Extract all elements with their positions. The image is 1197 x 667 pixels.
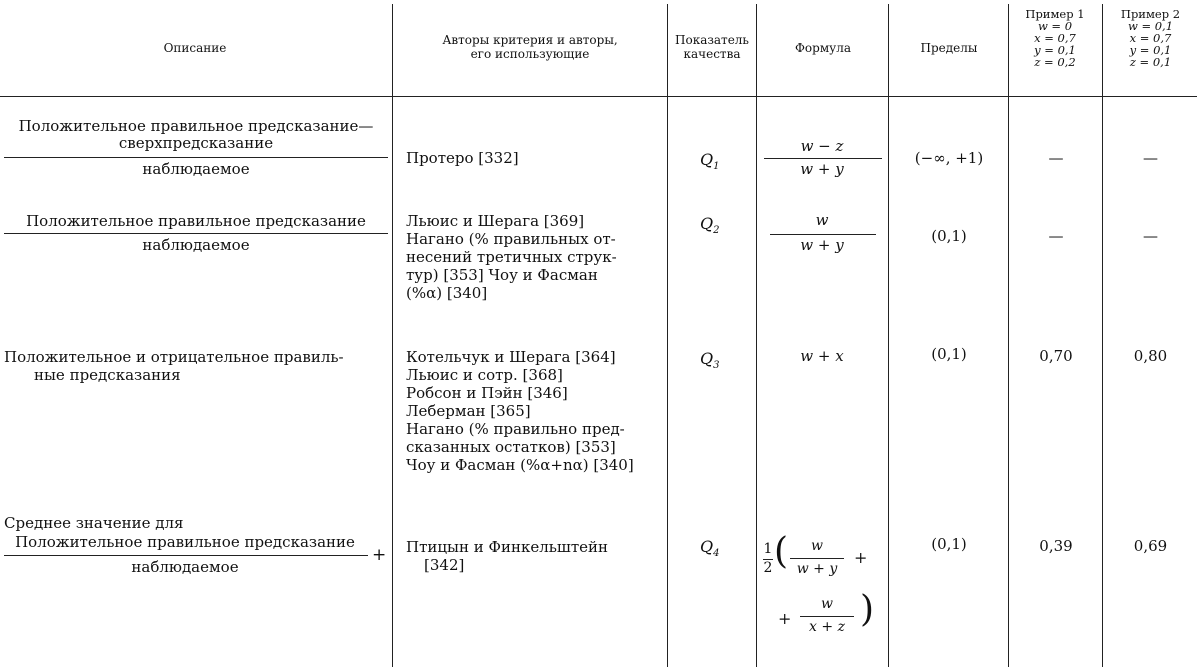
- row1-formula-numerator: w − z: [800, 137, 844, 155]
- row1-example1: —: [1048, 149, 1064, 167]
- row3-example2: 0,80: [1133, 347, 1168, 365]
- header-rule: [0, 96, 1197, 97]
- row1-formula-line: [764, 158, 882, 159]
- row4-authors: Птицын и Финкельштейн [342]: [406, 538, 609, 574]
- row4-example1: 0,39: [1039, 537, 1073, 555]
- row4-frac-b-denominator: x + z: [809, 619, 845, 635]
- column-divider: [888, 4, 889, 667]
- header-limits: Пределы: [920, 41, 978, 55]
- row4-example2: 0,69: [1133, 537, 1168, 555]
- row4-limits: (0,1): [931, 535, 967, 553]
- row1-desc-numerator: Положительное правильное предсказание— сверхпредсказание: [18, 117, 374, 153]
- row1-desc-fraction-line: [4, 157, 388, 158]
- header-description: Описание: [163, 41, 227, 55]
- row2-limits: (0,1): [931, 227, 967, 245]
- column-divider: [667, 4, 668, 667]
- row4-frac-b-numerator: w: [821, 596, 833, 612]
- row2-example2: —: [1143, 227, 1158, 245]
- row4-frac-a-denominator: w + y: [796, 561, 838, 577]
- row1-desc-denominator: наблюдаемое: [142, 160, 250, 178]
- row4-half-denominator: 2: [763, 560, 773, 576]
- row1-authors: Протеро [332]: [406, 149, 519, 167]
- row3-example1: 0,70: [1039, 347, 1073, 365]
- row1-index: $Q_1$: [700, 150, 720, 173]
- row2-desc-denominator: наблюдаемое: [142, 236, 250, 254]
- row4-index: $Q_4$: [700, 537, 720, 560]
- row4-desc-fraction-line: [4, 555, 368, 556]
- row2-formula-line: [770, 234, 876, 235]
- row3-description: Положительное и отрицательное правиль- ные предсказания: [4, 348, 344, 384]
- row4-frac-a-line: [790, 558, 844, 559]
- column-divider: [392, 4, 393, 667]
- row1-example2: —: [1143, 149, 1158, 167]
- header-example2: Пример 2 w = 0,1 x = 0,7 y = 0,1 z = 0,1: [1120, 7, 1181, 70]
- row2-formula-numerator: w: [815, 211, 829, 229]
- row2-example1: —: [1048, 227, 1064, 245]
- row2-desc-fraction-line: [4, 233, 388, 234]
- row4-desc-denominator: наблюдаемое: [131, 558, 239, 576]
- header-authors: Авторы критерия и авторы, его использующие: [442, 33, 618, 61]
- row4-desc-numerator: Положительное правильное предсказание: [15, 533, 355, 551]
- header-formula: Формула: [794, 41, 852, 55]
- header-example1: Пример 1 w = 0 x = 0,7 y = 0,1 z = 0,2: [1025, 7, 1085, 70]
- row4-right-paren: ): [860, 589, 875, 630]
- row3-index: $Q_3$: [700, 349, 720, 372]
- row4-desc-plus: +: [372, 545, 387, 565]
- row2-index: $Q_2$: [700, 214, 720, 237]
- row2-formula-denominator: w + y: [800, 236, 844, 254]
- row2-desc-numerator: Положительное правильное предсказание: [26, 212, 366, 230]
- row4-half-numerator: 1: [763, 541, 773, 557]
- row4-left-paren: (: [774, 531, 789, 572]
- row4-frac-a-numerator: w: [811, 538, 823, 554]
- header-quality-index: Показатель качества: [675, 33, 749, 61]
- row4-frac-b-line: [800, 616, 854, 617]
- row4-formula-plus1: +: [854, 548, 868, 567]
- column-divider: [756, 4, 757, 667]
- column-divider: [1008, 4, 1009, 667]
- row4-formula-plus2: +: [778, 609, 792, 628]
- row1-formula-denominator: w + y: [800, 160, 844, 178]
- row4-desc-intro: Среднее значение для: [4, 514, 184, 532]
- row2-authors: Льюис и Шерага [369] Нагано (% правильных от- несений третичных струк- тур) [353] Чоу и Фасман (%α) [340]: [406, 212, 617, 302]
- row1-limits: (−∞, +1): [914, 149, 984, 167]
- row3-authors: Котельчук и Шерага [364] Льюис и сотр. [368] Робсон и Пэйн [346] Леберман [365] Нагано (% правильно пред- сказанных остатков) [353] Чоу и Фасман (%α+nα) [340]: [406, 348, 634, 474]
- row3-limits: (0,1): [931, 345, 967, 363]
- row3-formula: w + x: [800, 347, 844, 365]
- column-divider: [1102, 4, 1103, 667]
